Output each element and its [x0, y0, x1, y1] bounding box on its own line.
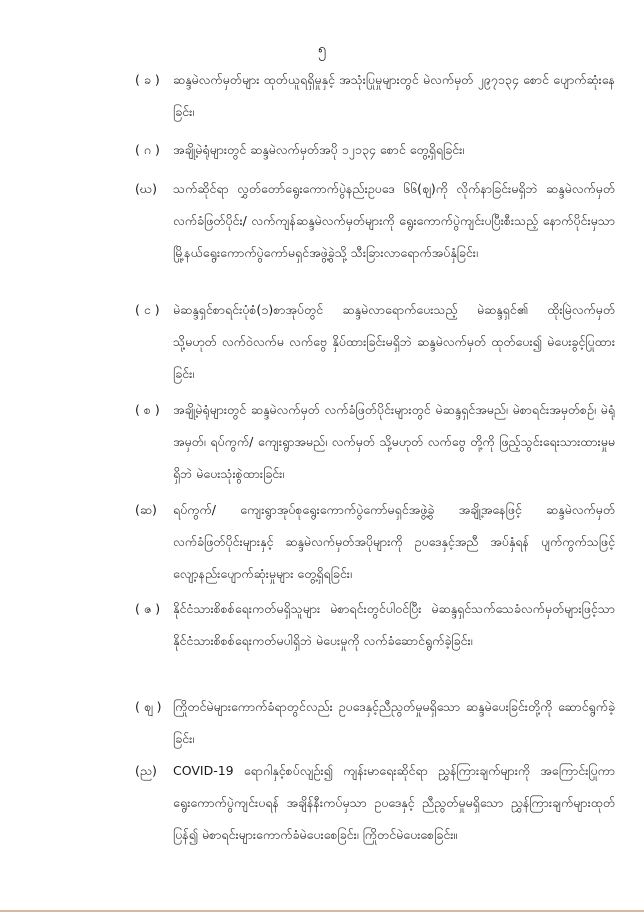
item-text: COVID-19 ရောဂါနှင့်စပ်လျဉ်း၍ ကျန်းမာရေးဆိုင်ရာ ညွှန်ကြားချက်များကို အကြောင်းပြုကာ ရွေးကောက်ပွဲကျင်းပရန် အချိန်နီးကပ်မှသာ ဥပဒေနှင့် ညီညွတ်မှုမရှိသော ညွှန်ကြားချက်များထုတ်ပြန်၍ မဲစာရင်းများကောက်ခံမဲပေးစေခြင်း၊ ကြိုတင်မဲပေးစေခြင်း။: [173, 763, 615, 842]
list-item-nga: [135, 294, 615, 390]
list-item-sa: [135, 394, 615, 490]
item-marker: (ဆ): [135, 502, 157, 517]
item-text: နိုင်ငံသားစိစစ်ရေးကတ်မရှိသူများ မဲစာရင်းတွင်ပါဝင်ပြီး မဲဆန္ဒရှင်သက်သေခံလက်မှတ်များဖြင့်သာ နိုင်ငံသားစိစစ်ရေးကတ်မပါရှိဘဲ မဲပေးမှုကို လက်ခံဆောင်ရွက်ခဲ့ခြင်း၊: [173, 601, 615, 648]
item-text: ကြိုတင်မဲများကောက်ခံရာတွင်လည်း ဥပဒေနှင့်ညီညွတ်မှုမရှိသော ဆန္ဒမဲပေးခြင်းတို့ကို ဆောင်ရွက်ခဲ့ခြင်း၊: [173, 699, 615, 746]
item-marker: (ဃ): [135, 181, 157, 196]
item-marker: ( စ ): [135, 402, 160, 417]
item-text: မဲဆန္ဒရှင်စာရင်းပုံစံ(၁)စာအုပ်တွင် ဆန္ဒမဲလာရောက်ပေးသည့် မဲဆန္ဒရှင်၏ ထိုးမြဲလက်မှတ် သို့မဟုတ် လက်ဝဲလက်မ လက်ဗွေ နှိပ်ထားခြင်းမရှိဘဲ ဆန္ဒမဲလက်မှတ် ထုတ်ပေး၍ မဲပေးခွင့်ပြုထားခြင်း၊: [173, 302, 615, 381]
item-text: အချို့မဲရုံများတွင် ဆန္ဒမဲလက်မှတ်အပို ၁၂၁၃၄ စောင် တွေ့ရှိရခြင်း၊: [173, 142, 465, 157]
page-number: ၅: [317, 40, 327, 58]
list-item-nya: [135, 755, 615, 851]
item-text: သက်ဆိုင်ရာ လွှတ်တော်ရွေးကောက်ပွဲနည်းဥပဒေ ၆၆(ဈ)ကို လိုက်နာခြင်းမရှိဘဲ ဆန္ဒမဲလက်မှတ် လက်ခံဖြတ်ပိုင်း/ လက်ကျန်ဆန္ဒမဲလက်မှတ်များကို ရွေးကောက်ပွဲကျင်းပပြီးစီးသည့် နောက်ပိုင်းမှသာ မြို့နယ်ရွေးကောက်ပွဲကော်မရှင်အဖွဲ့ခွဲသို့ သီးခြားလာရောက်အပ်နှံခြင်း၊: [173, 181, 615, 260]
list-item-gha: [135, 173, 615, 269]
item-text: အချို့မဲရုံများတွင် ဆန္ဒမဲလက်မှတ် လက်ခံဖြတ်ပိုင်းများတွင် မဲဆန္ဒရှင်အမည်၊ မဲစာရင်းအမှတ်စဉ်၊ မဲရုံအမှတ်၊ ရပ်ကွက်/ ကျေးရွာအမည်၊ လက်မှတ် သို့မဟုတ် လက်ဗွေ တို့ကို ဖြည့်သွင်းရေးသားထားမှုမရှိဘဲ မဲပေးသုံးစွဲထားခြင်း၊: [173, 402, 615, 481]
list-item-za: [135, 593, 615, 657]
bottom-rule: [0, 910, 644, 912]
item-marker: ( ဈ ): [135, 699, 162, 714]
list-item-hsa: [135, 494, 615, 590]
item-marker: (ည): [135, 763, 157, 778]
item-text: ဆန္ဒမဲလက်မှတ်များ ထုတ်ယူရရှိမှုနှင့် အသုံးပြုမှုများတွင် မဲလက်မှတ် ၂၉၇၁၃၄ စောင် ပျောက်ဆုံးနေခြင်း၊: [173, 72, 615, 119]
list-item-kha: [135, 64, 615, 128]
item-marker: ( ဇ ): [135, 601, 161, 616]
item-marker: ( င ): [135, 302, 160, 317]
list-item-ga: [135, 134, 615, 166]
item-text: ရပ်ကွက်/ ကျေးရွာအုပ်စုရွေးကောက်ပွဲကော်မရှင်အဖွဲ့ခွဲ အချို့အနေဖြင့် ဆန္ဒမဲလက်မှတ် လက်ခံဖြတ်ပိုင်းများနှင့် ဆန္ဒမဲလက်မှတ်အပိုများကို ဥပဒေနှင့်အညီ အပ်နှံရန် ပျက်ကွက်သဖြင့် လျော့နည်းပျောက်ဆုံးမှုများ တွေ့ရှိရခြင်း၊: [173, 502, 615, 581]
item-marker: ( ဂ ): [135, 142, 160, 157]
item-marker: ( ခ ): [135, 72, 160, 87]
list-item-zha: [135, 691, 615, 755]
